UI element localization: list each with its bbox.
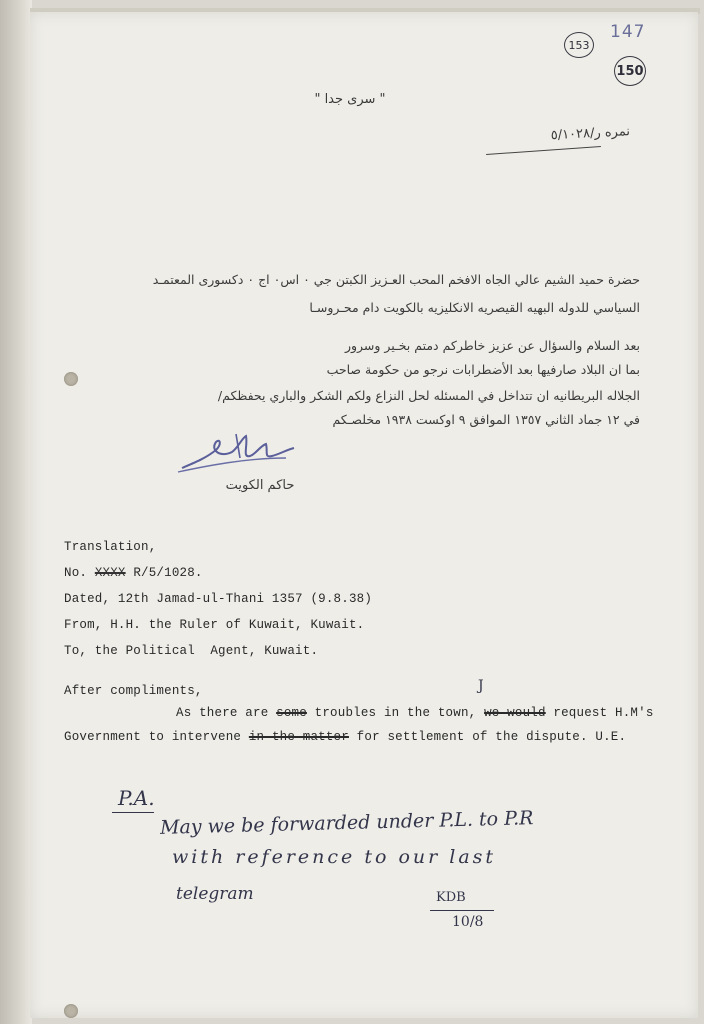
minute-line-3: telegram [176, 884, 254, 904]
translation-salutation: After compliments, [64, 684, 203, 698]
body1-struck-1: some [276, 706, 307, 720]
initials-underline [430, 910, 494, 911]
translation-dated: Dated, 12th Jamad-ul-Thani 1357 (9.8.38) [64, 592, 373, 606]
body1-struck-2: we would [484, 706, 546, 720]
translation-to: To, the Political Agent, Kuwait. [64, 644, 319, 658]
minute-line-2: with reference to our last [172, 846, 497, 868]
punch-hole-lower [64, 1004, 78, 1018]
addressee-underline [112, 812, 154, 813]
number-struck: XXXX [94, 566, 126, 580]
arabic-reference-number: نمره ر/٥/١٠٢٨ [550, 124, 631, 144]
arabic-line-6: في ١٢ جماد الثاني ١٣٥٧ الموافق ٩ اوكست ١٩٣٨ مخلصـكم [332, 412, 640, 427]
body1-part-b: troubles in the town, [306, 706, 485, 720]
punch-hole-upper [64, 372, 78, 386]
minute-initials: KDB [436, 890, 466, 905]
number-prefix: No. [64, 566, 95, 580]
minute-date: 10/8 [452, 914, 484, 930]
translation-body-line-1 [176, 706, 654, 720]
book-binding [0, 0, 32, 1024]
arabic-line-1: حضرة حميد الشيم عالي الجاه الافخم المحب العـزيز الكبتن جي ٠ اس٠ اج ٠ دكسورى المعتمـد [152, 272, 640, 287]
arabic-secret-header: " سرى جدا " [314, 92, 386, 107]
arabic-line-2: السياسي للدوله البهيه القيصريه الانكليزيه بالكويت دام محـروسـا [309, 300, 640, 315]
body1-part-c: request H.M's [545, 706, 654, 720]
minute-line-1: May we be forwarded under P.L. to P.R [159, 807, 534, 839]
body2-part-b: for settlement of the dispute. U.E. [348, 730, 627, 744]
body2-struck: in the matter [248, 730, 349, 744]
translation-number [64, 566, 203, 580]
arabic-line-5: الجلاله البريطانيه ان تتداخل في المسئله لحل النزاع ولكم الشكر والباري يحفظكم/ [217, 388, 640, 403]
folio-number-pencil: 147 [610, 22, 646, 42]
body1-part-a: As there are [176, 706, 277, 720]
minute-addressee: P.A. [118, 786, 155, 810]
arabic-line-4: بما ان البلاد صارفيها بعد الأضطرابات نرجو من حكومة صاحب [326, 362, 640, 377]
translation-heading: Translation, [64, 540, 157, 554]
number-value: R/5/1028. [125, 566, 203, 580]
translation-body-line-2 [64, 730, 626, 744]
folio-number-circled-top: 153 [564, 32, 594, 58]
translation-from: From, H.H. the Ruler of Kuwait, Kuwait. [64, 618, 365, 632]
arabic-line-3: بعد السلام والسؤال عن عزيز خاطركم دمتم بخـير وسرور [344, 338, 640, 353]
insert-mark: J [478, 678, 484, 694]
body2-part-a: Government to intervene [64, 730, 249, 744]
folio-number-circled-main: 150 [614, 56, 646, 86]
arabic-signature-title: حاكم الكويت [225, 478, 295, 493]
ruler-signature [176, 428, 316, 478]
